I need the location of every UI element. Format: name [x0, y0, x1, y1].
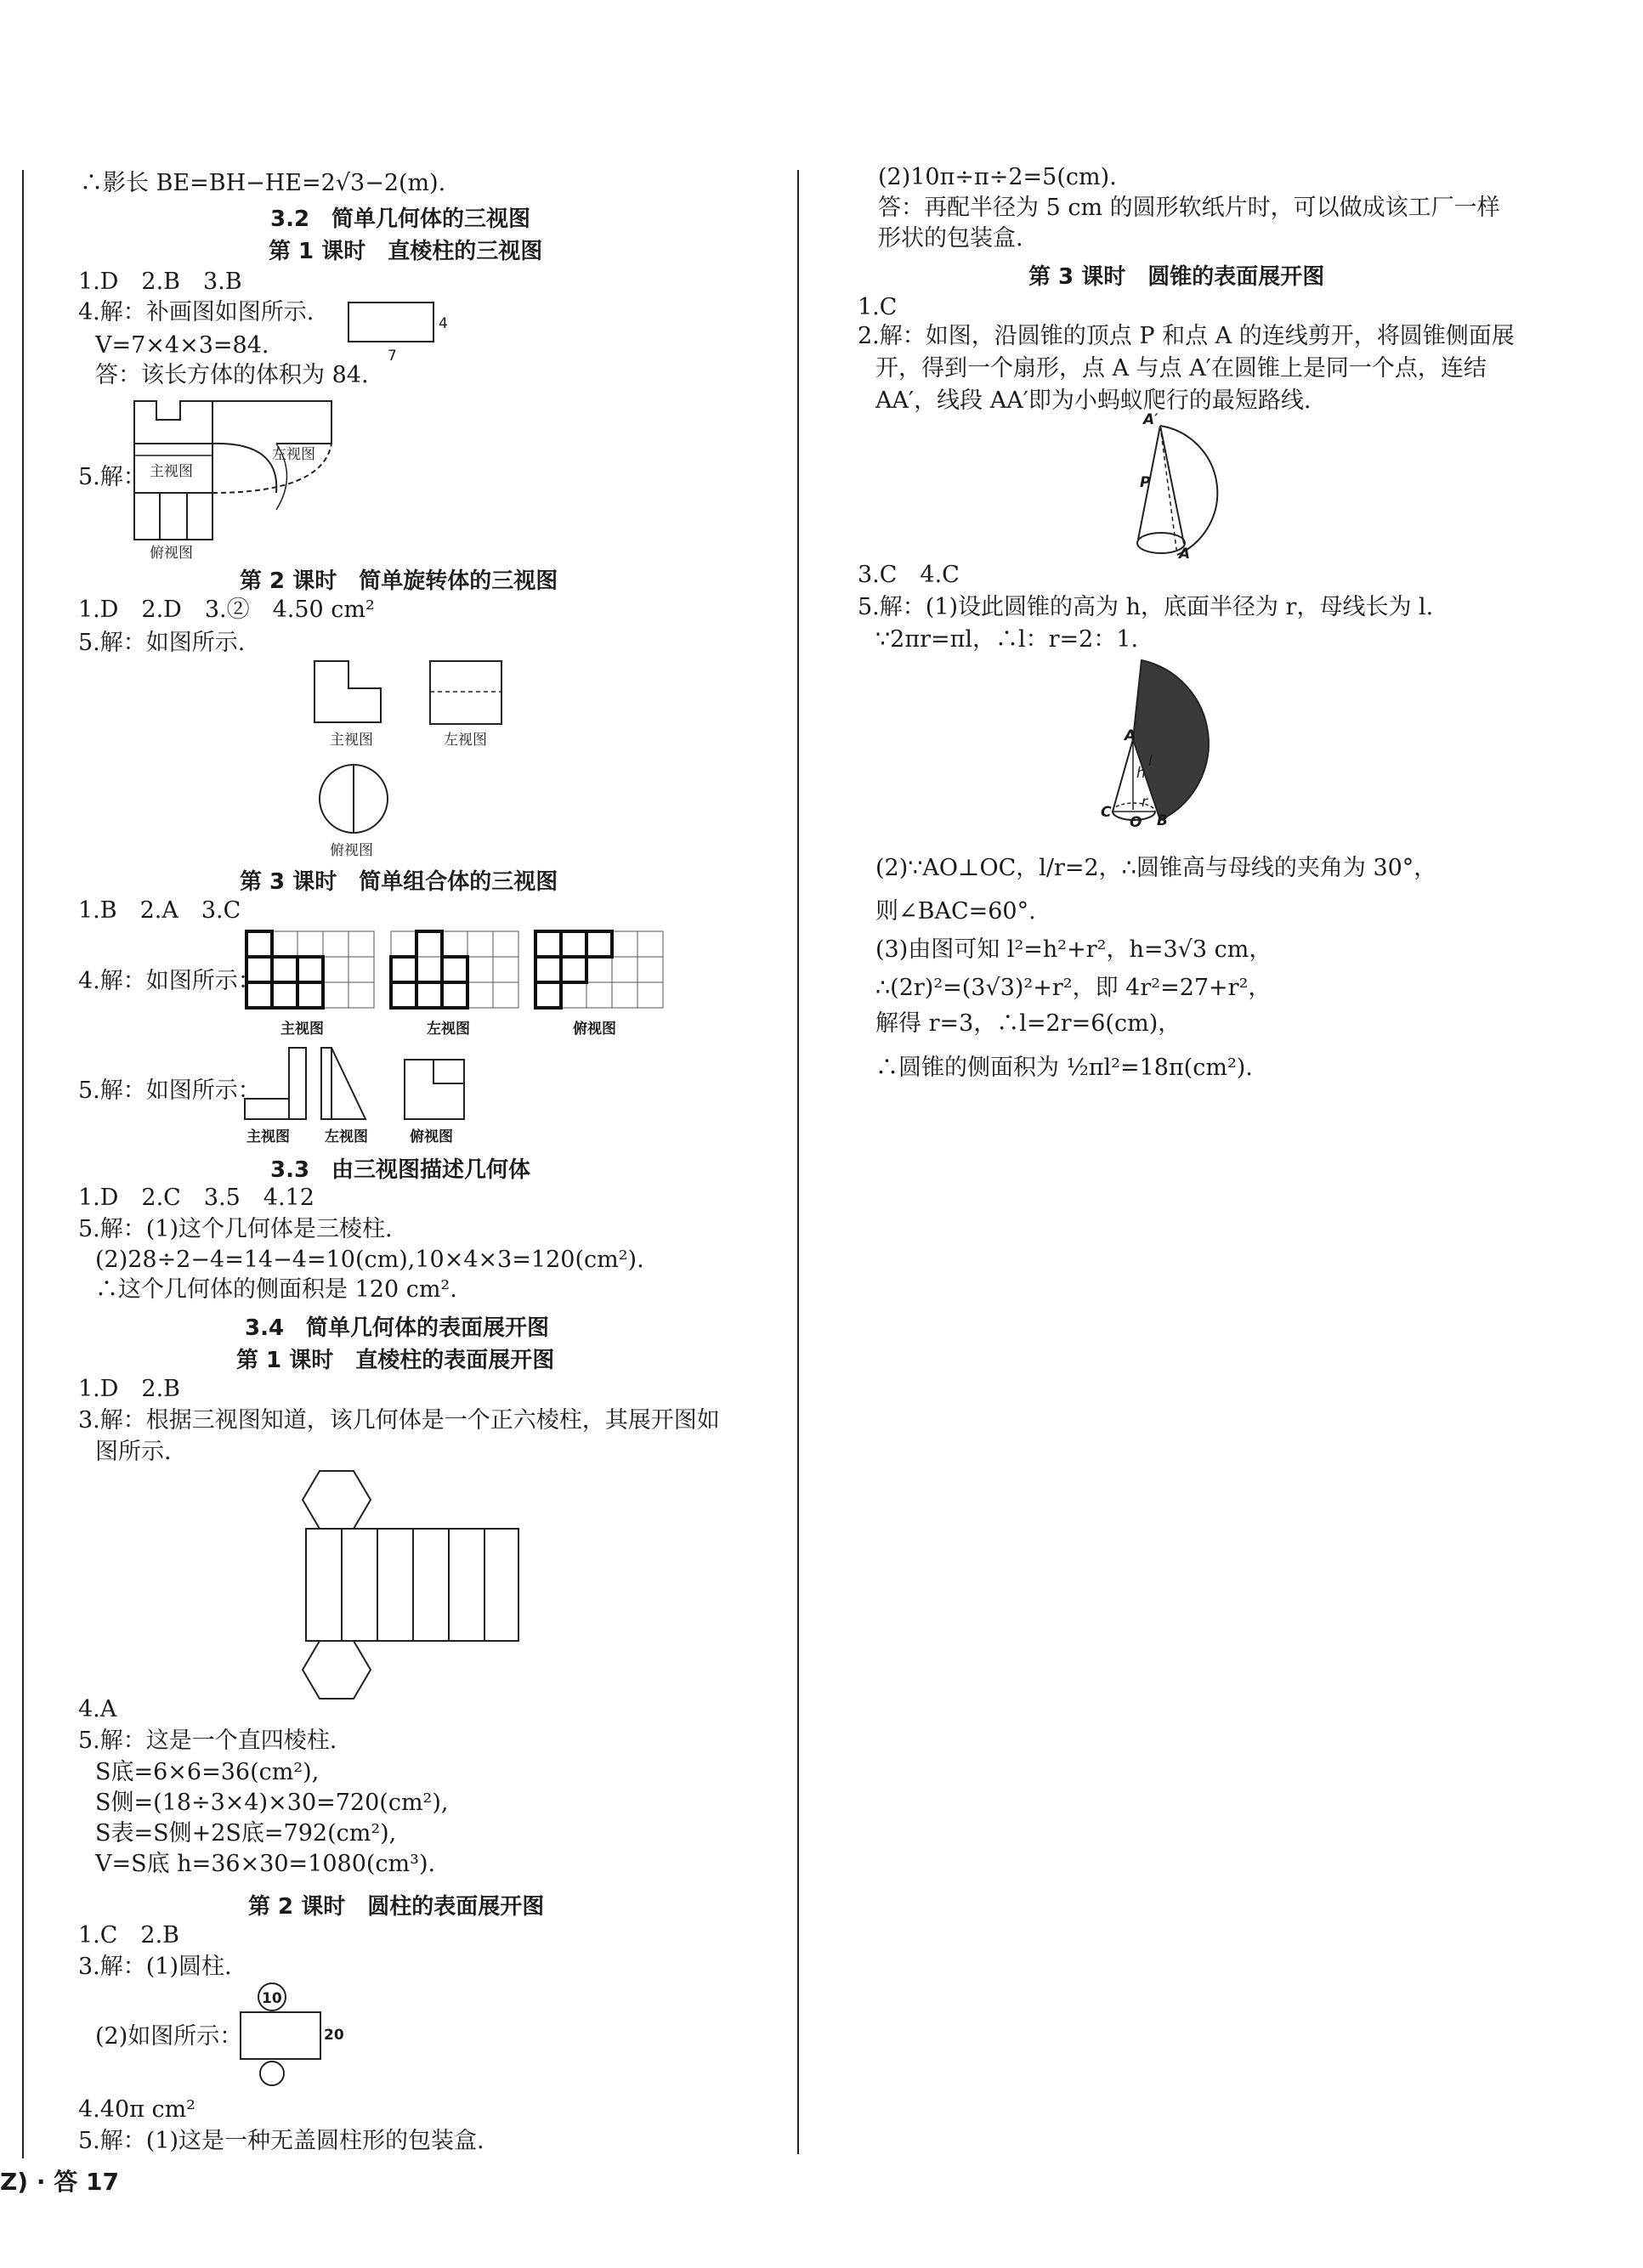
- answer-line: ∴这个几何体的侧面积是 120 cm².: [95, 1276, 457, 1303]
- answer-line: (2)10π÷π÷2=5(cm).: [878, 164, 1117, 190]
- section-heading: 3.4 简单几何体的表面展开图: [245, 1315, 550, 1341]
- segment-label: r: [1142, 794, 1147, 811]
- segment-label: h: [1136, 765, 1146, 782]
- view-label: 左视图: [325, 1128, 368, 1145]
- answer-line: V=S底 h=36×30=1080(cm³).: [95, 1851, 436, 1877]
- answer-line: 5.解：如图所示.: [78, 630, 246, 656]
- figure-rotation-views: [306, 654, 510, 867]
- figure-composite-views: [238, 1041, 476, 1151]
- view-label: 俯视图: [410, 1128, 453, 1145]
- left-margin-rule: [22, 170, 24, 2158]
- answer-line: 答：再配半径为 5 cm 的圆形软纸片时，可以做成该工厂一样: [878, 195, 1500, 221]
- dimension-label: 4: [439, 315, 448, 332]
- answer-line: 开，得到一个扇形，点 A 与点 A′在圆锥上是同一个点，连结: [875, 355, 1487, 382]
- height-label: 20: [324, 2027, 344, 2044]
- answer-line: 图所示.: [95, 1439, 172, 1465]
- answer-line: S表=S侧+2S底=792(cm²),: [95, 1820, 397, 1847]
- left-view-grid: [391, 931, 518, 1008]
- column-divider: [797, 170, 799, 2154]
- answer-line: 则∠BAC=60°.: [875, 898, 1036, 925]
- view-label: 左视图: [427, 1021, 470, 1038]
- point-label: B: [1157, 812, 1168, 829]
- answer-line: AA′，线段 AA′即为小蚂蚁爬行的最短路线.: [875, 387, 1312, 414]
- answer-line: 2.解：如图，沿圆锥的顶点 P 和点 A 的连线剪开，将圆锥侧面展: [858, 323, 1515, 349]
- answer-line: 1.C 2.B: [78, 1922, 180, 1948]
- page-footer: Z) · 答 17: [0, 2168, 119, 2196]
- point-label: P: [1140, 474, 1151, 491]
- answer-line: ∵2πr=πl，∴l：r=2：1.: [875, 626, 1139, 653]
- answer-line: 1.D 2.D 3.② 4.50 cm²: [78, 597, 375, 623]
- answer-line: 3.C 4.C: [858, 562, 960, 588]
- lesson-heading: 第 2 课时 圆柱的表面展开图: [248, 1894, 545, 1920]
- answer-line: (2)如图所示：: [95, 2023, 243, 2050]
- segment-label: l: [1148, 753, 1153, 770]
- figure-cone-path: [1126, 412, 1237, 565]
- answer-line: 4.A: [78, 1696, 117, 1722]
- answer-line: 4.40π cm²: [78, 2096, 195, 2123]
- answer-line: 解得 r=3，∴l=2r=6(cm)，: [875, 1010, 1181, 1037]
- lesson-heading: 第 2 课时 简单旋转体的三视图: [240, 568, 558, 594]
- dimension-label: 7: [388, 348, 397, 365]
- answer-line: 5.解：: [78, 464, 146, 490]
- view-label: 主视图: [150, 463, 193, 480]
- point-label: A: [1179, 546, 1191, 563]
- view-label: 俯视图: [150, 545, 193, 562]
- answer-line: 4.解：如图所示：: [78, 968, 261, 994]
- point-label: A: [1125, 727, 1136, 744]
- answer-line: 5.解：这是一个直四棱柱.: [78, 1728, 337, 1754]
- answer-line: 4.解：补画图如图所示.: [78, 299, 314, 325]
- view-label: 主视图: [280, 1021, 324, 1038]
- figure-grid-views: [238, 926, 680, 1041]
- lesson-heading: 第 3 课时 圆锥的表面展开图: [1028, 264, 1325, 290]
- answer-line: ∴圆锥的侧面积为 ½πl²=18π(cm²).: [875, 1055, 1253, 1081]
- lesson-heading: 第 3 课时 简单组合体的三视图: [240, 869, 558, 895]
- view-label: 俯视图: [330, 842, 373, 859]
- answer-line: S底=6×6=36(cm²),: [95, 1759, 320, 1785]
- figure-hexagonal-prism-net: [280, 1466, 535, 1704]
- view-label: 左视图: [444, 732, 487, 749]
- answer-line: 1.D 2.B: [78, 1376, 181, 1402]
- answer-line: 5.解：(1)这是一种无盖圆柱形的包装盒.: [78, 2128, 484, 2154]
- point-label: O: [1130, 814, 1142, 831]
- answer-line: (2)28÷2−4=14−4=10(cm),10×4×3=120(cm²).: [95, 1247, 644, 1273]
- answer-line: S侧=(18÷3×4)×30=720(cm²),: [95, 1790, 449, 1816]
- front-view-grid: [246, 931, 374, 1008]
- answer-line: 形状的包装盒.: [878, 225, 1023, 252]
- figure-three-views-arc: [127, 391, 348, 569]
- lesson-heading: 第 1 课时 直棱柱的三视图: [269, 239, 543, 264]
- diameter-label: 10: [262, 1990, 282, 2007]
- view-label: 主视图: [330, 732, 373, 749]
- answer-line: (2)∵AO⊥OC，l/r=2，∴圆锥高与母线的夹角为 30°，: [875, 855, 1437, 881]
- view-label: 左视图: [272, 446, 315, 463]
- top-view-grid: [535, 931, 663, 1008]
- point-label: A′: [1143, 412, 1159, 428]
- answer-line: ∴(2r)²=(3√3)²+r²，即 4r²=27+r²，: [875, 975, 1272, 1001]
- answer-line: 1.D 2.B 3.B: [78, 269, 242, 295]
- lesson-heading: 第 1 课时 直棱柱的表面展开图: [236, 1348, 555, 1373]
- answer-line: (3)由图可知 l²=h²+r²，h=3√3 cm，: [875, 936, 1272, 963]
- figure-cone-sector: [1101, 650, 1245, 833]
- view-label: 俯视图: [573, 1021, 616, 1038]
- answer-line: 5.解：如图所示：: [78, 1077, 261, 1104]
- figure-cylinder-net: [234, 1980, 353, 2086]
- figure-rectangle: [340, 297, 459, 365]
- text-line: ∴影长 BE=BH−HE=2√3−2(m).: [80, 170, 446, 196]
- view-label: 主视图: [246, 1128, 290, 1145]
- answer-line: 1.D 2.C 3.5 4.12: [78, 1185, 314, 1211]
- answer-line: 5.解：(1)这个几何体是三棱柱.: [78, 1216, 393, 1242]
- answer-line: 答：该长方体的体积为 84.: [95, 362, 369, 388]
- answer-line: 5.解：(1)设此圆锥的高为 h，底面半径为 r，母线长为 l.: [858, 594, 1434, 620]
- section-heading: 3.3 由三视图描述几何体: [270, 1157, 531, 1183]
- answer-line: 3.解：(1)圆柱.: [78, 1954, 232, 1980]
- answer-line: 1.B 2.A 3.C: [78, 897, 241, 924]
- section-heading: 3.2 简单几何体的三视图: [270, 206, 531, 232]
- answer-line: 1.C: [858, 294, 898, 320]
- answer-line: V=7×4×3=84.: [95, 332, 269, 359]
- point-label: C: [1101, 804, 1112, 821]
- answer-line: 3.解：根据三视图知道，该几何体是一个正六棱柱，其展开图如: [78, 1407, 720, 1434]
